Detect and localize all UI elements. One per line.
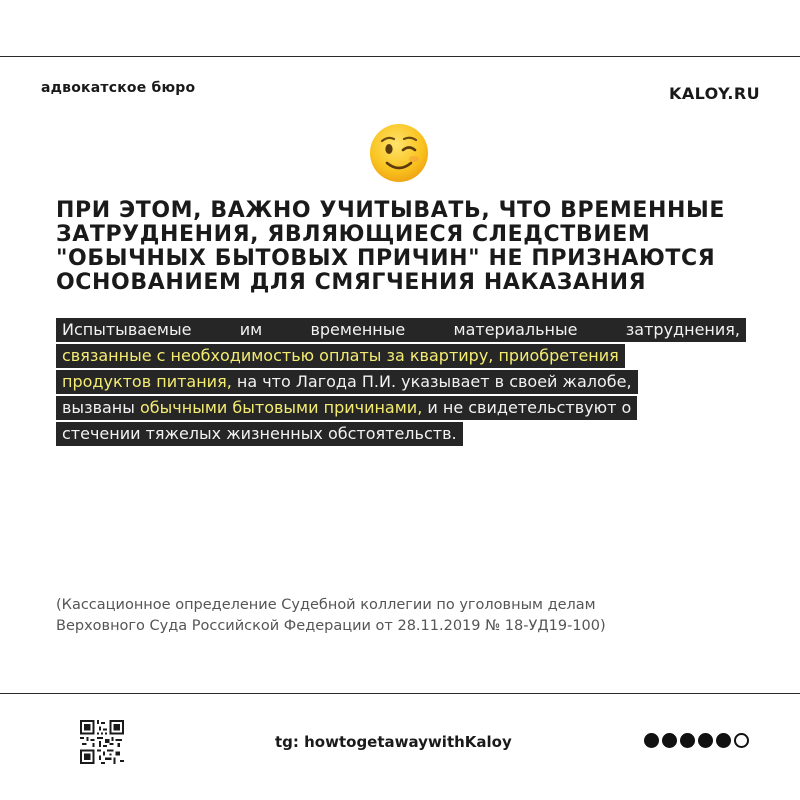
citation-line: Верховного Суда Российской Федерации от 28.11.2019 № 18-УД19-100) [56, 618, 606, 634]
quote-text: и не свидетельствуют о [422, 398, 632, 417]
quote-word: временные [310, 320, 406, 339]
winking-face-icon [369, 123, 429, 183]
page-dot[interactable] [644, 733, 659, 748]
headline [56, 199, 756, 295]
quote-text: на что Лагода П.И. указывает в своей жалобе, [231, 372, 632, 391]
telegram-handle[interactable]: tg: howtogetawaywithKaloy [275, 733, 512, 751]
quote-word: Испытываемые [62, 320, 192, 339]
quote-line [56, 318, 746, 342]
quote-line [56, 344, 746, 368]
quote-text: стечении тяжелых жизненных обстоятельств. [62, 424, 457, 443]
brand-subtitle: адвокатское бюро [41, 80, 196, 96]
quote-word: им [239, 320, 263, 339]
page-dot[interactable] [662, 733, 677, 748]
quote-highlight: обычными бытовыми причинами, [139, 398, 423, 417]
quote-word: материальные [453, 320, 578, 339]
bottom-divider [0, 693, 800, 694]
page-dot-current[interactable] [734, 733, 749, 748]
headline-line: ОСНОВАНИЕМ ДЛЯ СМЯГЧЕНИЯ НАКАЗАНИЯ [56, 270, 647, 295]
page-dot[interactable] [716, 733, 731, 748]
quote-highlight: продуктов питания, [62, 372, 232, 391]
quote-block [56, 318, 746, 448]
page-dot[interactable] [680, 733, 695, 748]
headline-line: "ОБЫЧНЫХ БЫТОВЫХ ПРИЧИН" НЕ ПРИЗНАЮТСЯ [56, 246, 716, 271]
qr-code-icon[interactable] [80, 720, 124, 764]
quote-text: вызваны [62, 398, 140, 417]
quote-highlight: связанные с необходимостью оплаты за квартиру, приобретения [62, 346, 619, 365]
top-divider [0, 56, 800, 57]
headline-line: ПРИ ЭТОМ, ВАЖНО УЧИТЫВАТЬ, ЧТО ВРЕМЕННЫЕ [56, 198, 726, 223]
citation [56, 595, 696, 637]
quote-word: затруднения, [625, 320, 740, 339]
citation-line: (Кассационное определение Судебной коллегии по уголовным делам [56, 597, 596, 613]
quote-line [56, 370, 746, 394]
quote-line [56, 422, 746, 446]
page-dot[interactable] [698, 733, 713, 748]
headline-line: ЗАТРУДНЕНИЯ, ЯВЛЯЮЩИЕСЯ СЛЕДСТВИЕМ [56, 222, 651, 247]
quote-line [56, 396, 746, 420]
pagination-dots [644, 733, 749, 748]
site-link[interactable]: KALOY.RU [669, 84, 760, 103]
